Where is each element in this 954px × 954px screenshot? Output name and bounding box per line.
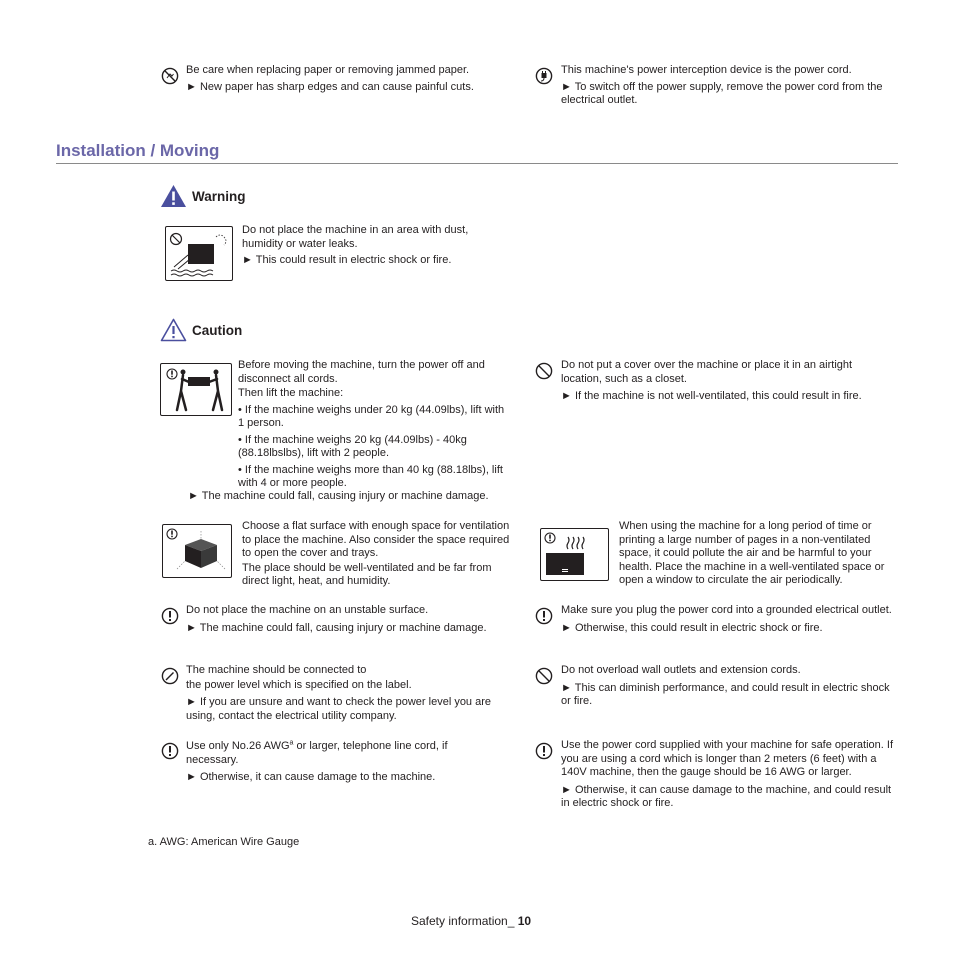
footnote: a. AWG: American Wire Gauge: [148, 836, 300, 848]
two-people-lifting-illustration: [160, 363, 232, 416]
flat-surface-illustration: [162, 524, 232, 578]
power-cord-note: Use the power cord supplied with your machine for safe operation. If you are using a cord which is longer than 2 meters (6 feet) with a 140V machine, then the gauge should be 16 AWG or larger. ► Otherwise, it can cause damage to the machine, and could result in electric shock or fire.: [561, 739, 894, 809]
unplug-icon: [535, 67, 553, 85]
warning-triangle-icon: [160, 184, 187, 208]
top-left-note: Be care when replacing paper or removing jammed paper. ► New paper has sharp edges and can cause painful cuts.: [186, 64, 474, 93]
prohibited-icon: [535, 362, 553, 380]
heat-ventilation-illustration: [540, 528, 609, 581]
lift-note: Before moving the machine, turn the power off and disconnect all cords. Then lift the machine: • If the machine weighs under 20 kg (44.09lbs), lift with 1 person. • If the machine weighs 20 kg (44.09lbs) - 40kg (88.18lbslbs), lift with 2 people. • If the machine weighs more than 40 kg (88.18lbs), lift with 4 or more people.: [238, 359, 505, 489]
page-footer: Safety information_ 10: [411, 914, 532, 928]
grounded-outlet-note: Make sure you plug the power cord into a grounded electrical outlet. ► Otherwise, this could result in electric shock or fire.: [561, 604, 892, 634]
warning-label: Warning: [192, 189, 246, 204]
section-title: Installation / Moving: [56, 141, 220, 160]
prohibited-icon: [535, 667, 553, 685]
caution-exclamation-icon: [535, 742, 553, 760]
unstable-surface-note: Do not place the machine on an unstable surface. ► The machine could fall, causing injury or machine damage.: [186, 604, 487, 634]
no-disassemble-icon: [161, 67, 179, 85]
caution-exclamation-icon: [535, 607, 553, 625]
power-level-note: The machine should be connected to the power level which is specified on the label. ► If you are unsure and want to check the power level you are using, contact the electrical utility company.: [186, 664, 492, 722]
lift-note-arrow: ► The machine could fall, causing injury or machine damage.: [188, 490, 489, 502]
warning-note: Do not place the machine in an area with dust, humidity or water leaks. ► This could result in electric shock or fire.: [242, 224, 469, 266]
footnote-ref: a: [289, 739, 294, 747]
ventilation-note: When using the machine for a long period of time or printing a large number of pages in a non-ventilated space, it could pollute the air and be harmful to your health. Place the machine in a well-ventilated space or open a window to circulate the air periodically.: [619, 520, 885, 586]
caution-label: Caution: [192, 323, 243, 338]
caution-exclamation-icon: [161, 607, 179, 625]
flat-surface-note: Choose a flat surface with enough space for ventilation to place the machine. Also consider the space required to open the cover and trays. The place should be well-ventilated and be far from direct light, heat, and humidity.: [242, 520, 510, 587]
awg-note: Use only No.26 AWG$^a$ or larger, telephone line cord, if necessary. ► Otherwise, it can cause damage to the machine.: [186, 739, 448, 783]
top-right-note: This machine's power interception device is the power cord. ► To switch off the power supply, remove the power cord from the electrical outlet.: [561, 64, 883, 106]
dust-water-illustration: [165, 226, 233, 281]
cover-note: Do not put a cover over the machine or place it in an airtight location, such as a closet. ► If the machine is not well-ventilated, this could result in fire.: [561, 359, 862, 402]
caution-triangle-icon: [160, 318, 187, 342]
section-divider: [56, 163, 898, 164]
power-level-icon: [161, 667, 179, 685]
page-number: 10: [517, 914, 532, 928]
overload-note: Do not overload wall outlets and extension cords. ► This can diminish performance, and could result in electric shock or fire.: [561, 664, 890, 707]
caution-exclamation-icon: [161, 742, 179, 760]
